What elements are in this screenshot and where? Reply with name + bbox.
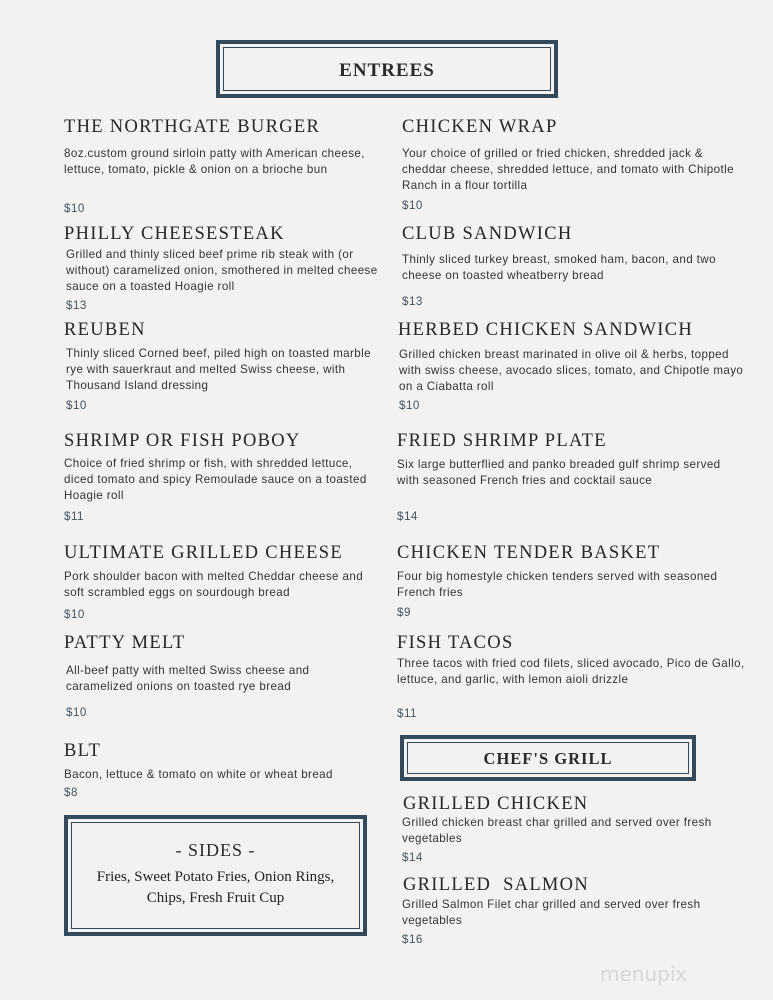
item-price: $10 xyxy=(64,202,85,215)
item-description: Choice of fried shrimp or fish, with shredded lettuce, diced tomato and spicy Remoulade sauce on a toasted Hoagie roll xyxy=(64,457,367,502)
item-description: Six large butterflied and panko breaded gulf shrimp served with seasoned French fries and cocktail sauce xyxy=(397,458,721,487)
item-name: CHICKEN TENDER BASKET xyxy=(397,543,661,563)
item-name: GRILLED CHICKEN xyxy=(403,794,589,814)
item-price: $8 xyxy=(64,786,78,799)
item-price: $11 xyxy=(397,707,417,720)
item-name: THE NORTHGATE BURGER xyxy=(64,117,321,137)
item-description: Grilled Salmon Filet char grilled and served over fresh vegetables xyxy=(402,898,701,927)
sides-list: Fries, Sweet Potato Fries, Onion Rings, Chips, Fresh Fruit Cup xyxy=(96,869,335,906)
item-price: $14 xyxy=(397,510,418,523)
entrees-header-box xyxy=(216,40,558,98)
item-description: Thinly sliced Corned beef, piled high on toasted marble rye with sauerkraut and melted Swiss cheese, with Thousand Island dressing xyxy=(66,347,371,392)
item-description: Grilled and thinly sliced beef prime rib steak with (or without) caramelized onion, smothered in melted cheese sauce on a toasted Hoagie roll xyxy=(66,248,378,293)
sides-heading: - SIDES - xyxy=(175,840,256,860)
chefs-grill-heading: CHEF'S GRILL xyxy=(483,749,613,768)
item-name: ULTIMATE GRILLED CHEESE xyxy=(64,543,343,563)
item-price: $13 xyxy=(66,299,87,312)
item-price: $10 xyxy=(399,399,420,412)
item-name: REUBEN xyxy=(64,320,146,340)
item-description: Your choice of grilled or fried chicken, shredded jack & cheddar cheese, shredded lettuce, and tomato with Chipotle Ranch in a flour tortilla xyxy=(402,147,734,192)
item-name: SHRIMP OR FISH POBOY xyxy=(64,431,301,451)
item-price: $10 xyxy=(402,199,423,212)
item-price: $10 xyxy=(66,706,87,719)
item-name: BLT xyxy=(64,741,102,761)
item-price: $16 xyxy=(402,933,423,946)
item-name: CLUB SANDWICH xyxy=(402,224,573,244)
item-price: $14 xyxy=(402,851,423,864)
item-name: HERBED CHICKEN SANDWICH xyxy=(398,320,694,340)
item-name: GRILLED SALMON xyxy=(403,875,589,895)
item-description: Thinly sliced turkey breast, smoked ham, bacon, and two cheese on toasted wheatberry bread xyxy=(402,253,716,282)
item-name: PATTY MELT xyxy=(64,633,186,653)
item-description: Grilled chicken breast marinated in olive oil & herbs, topped with swiss cheese, avocado slices, tomato, and Chipotle mayo on a Ciabatta roll xyxy=(399,348,744,393)
item-description: 8oz.custom ground sirloin patty with American cheese, lettuce, tomato, pickle & onion on a brioche bun xyxy=(64,147,365,176)
item-name: FRIED SHRIMP PLATE xyxy=(397,431,607,451)
item-description: Four big homestyle chicken tenders served with seasoned French fries xyxy=(397,570,718,599)
item-price: $10 xyxy=(66,399,87,412)
entrees-heading: ENTREES xyxy=(339,60,435,81)
sides-box xyxy=(64,815,367,936)
item-description: Bacon, lettuce & tomato on white or wheat bread xyxy=(64,768,333,781)
item-price: $11 xyxy=(64,510,84,523)
item-name: CHICKEN WRAP xyxy=(402,117,558,137)
chefs-grill-header-box xyxy=(400,735,696,781)
watermark: menupix xyxy=(600,962,688,986)
item-description: Three tacos with fried cod filets, sliced avocado, Pico de Gallo, lettuce, and garlic, with lemon aioli drizzle xyxy=(397,657,745,686)
item-description: All-beef patty with melted Swiss cheese and caramelized onions on toasted rye bread xyxy=(66,664,310,693)
item-price: $13 xyxy=(402,295,423,308)
item-price: $9 xyxy=(397,606,411,619)
item-price: $10 xyxy=(64,608,85,621)
item-description: Grilled chicken breast char grilled and served over fresh vegetables xyxy=(402,816,712,845)
item-name: FISH TACOS xyxy=(397,633,514,653)
item-description: Pork shoulder bacon with melted Cheddar cheese and soft scrambled eggs on sourdough bread xyxy=(64,570,364,599)
item-name: PHILLY CHEESESTEAK xyxy=(64,224,285,244)
